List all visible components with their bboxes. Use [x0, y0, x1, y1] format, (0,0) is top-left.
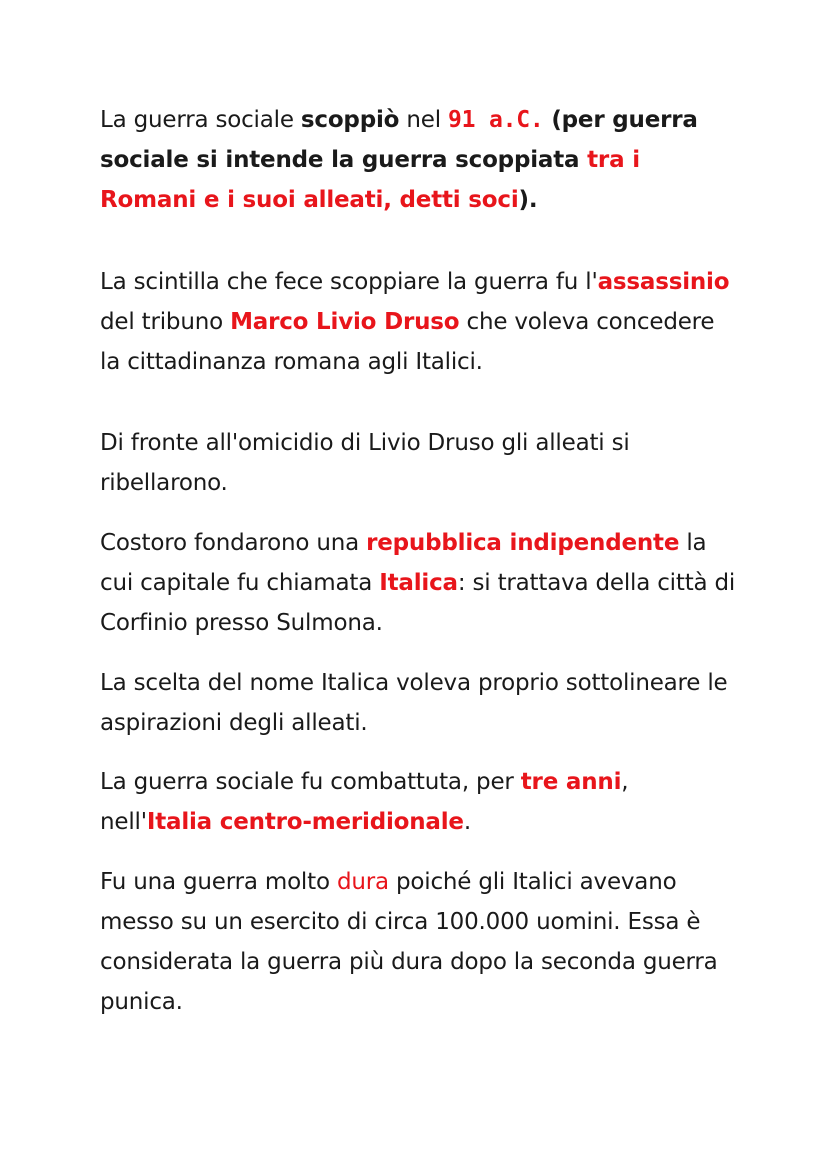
- text-span: che voleva concedere la cittadinanza romana agli Italici.: [100, 309, 715, 375]
- highlight-text: Marco Livio Druso: [230, 309, 460, 335]
- paragraph-2: [100, 262, 740, 382]
- bold-text: (per guerra sociale si intende la guerra scoppiata: [100, 107, 698, 173]
- highlight-text: dura: [336, 869, 389, 895]
- highlight-text: tre anni: [520, 769, 622, 795]
- paragraph-7: [100, 862, 740, 1022]
- text-span: .: [463, 809, 471, 835]
- text-span: la cui capitale fu chiamata: [100, 530, 707, 596]
- text-span: La guerra sociale: [100, 107, 301, 133]
- highlight-text: repubblica indipendente: [366, 530, 680, 556]
- paragraph-6: [100, 762, 740, 842]
- highlight-text: assassinio: [597, 269, 730, 295]
- bold-text: scoppiò: [300, 107, 400, 133]
- text-span: La scintilla che fece scoppiare la guerra fu: [100, 269, 586, 295]
- text-span: del tribuno: [100, 309, 231, 335]
- text-span: Costoro fondarono una: [100, 530, 367, 556]
- paragraph-4: [100, 523, 740, 643]
- bold-text: ).: [518, 187, 538, 213]
- highlight-text: Italica: [379, 570, 458, 596]
- text-span: La scelta del nome Italica voleva proprio sottolineare le aspirazioni degli alleati.: [100, 670, 728, 736]
- paragraph-1: [100, 100, 740, 220]
- text-span: Fu una guerra molto: [100, 869, 337, 895]
- text-span: poiché gli Italici avevano messo su un esercito di circa 100.000 uomini. Essa è considerata la guerra più dura dopo la seconda guerra punica.: [100, 869, 718, 1015]
- highlight-text: tra i Romani e i suoi alleati, detti soci: [100, 147, 640, 213]
- highlight-date: 91 a.C.: [448, 107, 544, 133]
- text-span: , nell': [100, 769, 629, 835]
- paragraph-5: [100, 663, 740, 743]
- text-span: Di fronte all'omicidio di Livio Druso gli alleati si ribellarono.: [100, 430, 630, 496]
- text-span: nel: [399, 107, 448, 133]
- text-span: : si trattava della città di Corfinio presso Sulmona.: [100, 570, 736, 636]
- text-span: l': [585, 269, 598, 295]
- paragraph-3: [100, 423, 740, 503]
- text-span: La guerra sociale fu combattuta, per: [100, 769, 521, 795]
- highlight-text: Italia centro-meridionale: [146, 809, 464, 835]
